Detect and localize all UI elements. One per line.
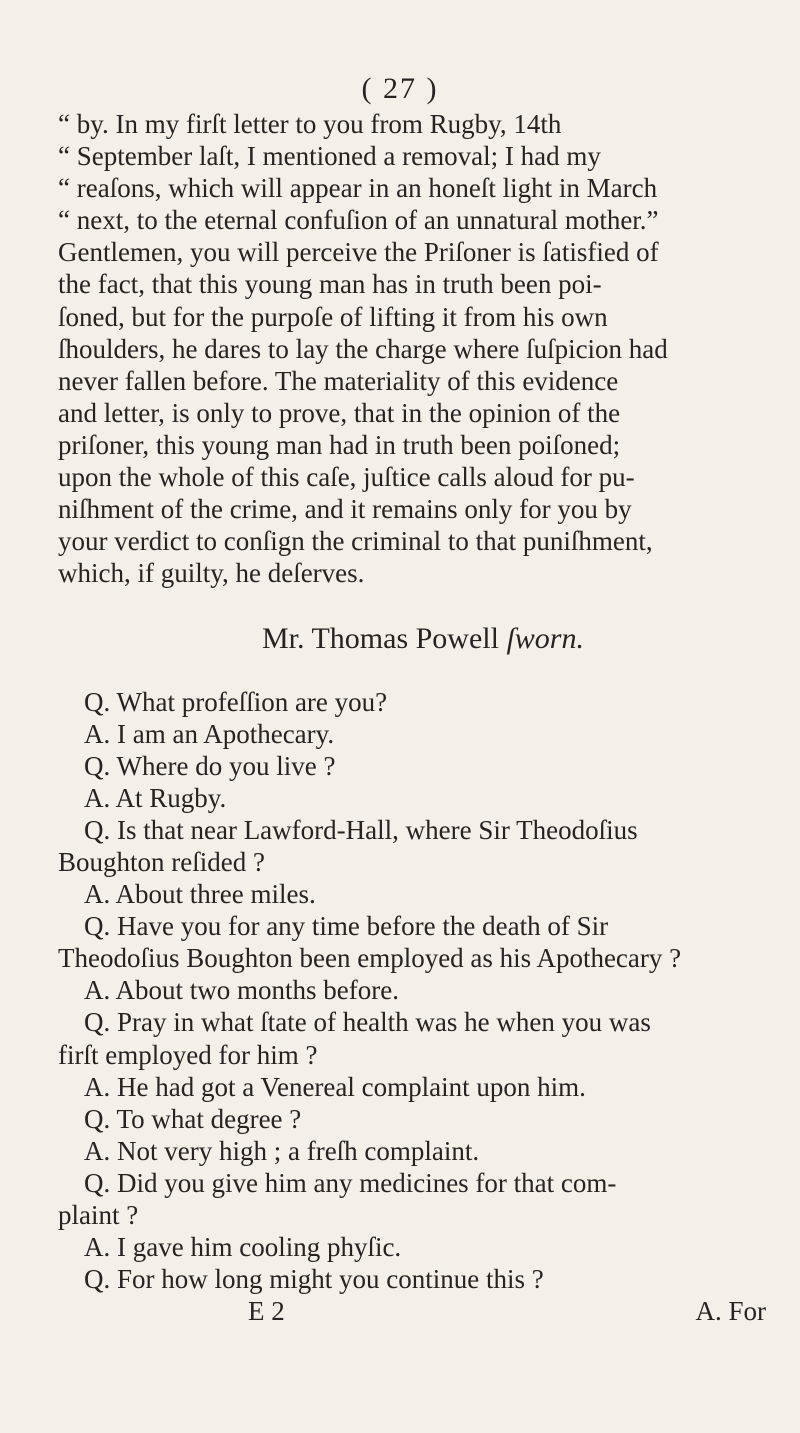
quoted-letter-line: “ by. In my firſt letter to you from Rugby, 14th (58, 109, 562, 139)
catchword: A. For (695, 1296, 766, 1327)
examination-line: Q. Have you for any time before the death of Sir (84, 911, 609, 942)
examination-line: firſt employed for him ? (58, 1039, 318, 1070)
examination-line: A. At Rugby. (84, 782, 227, 813)
examination-line: A. I gave him cooling phyſic. (84, 1232, 402, 1263)
quoted-letter-line: “ reaſons, which will appear in an honeſt light in March (58, 173, 658, 204)
speech-line: Gentlemen, you will perceive the Priſoner is ſatisfied of (58, 237, 659, 268)
quoted-letter-line: “ September laſt, I mentioned a removal; I had my (58, 141, 601, 172)
page-body (58, 108, 788, 1327)
examination-line: Q. Did you give him any medicines for that com- (84, 1167, 617, 1198)
witness-name: Mr. Thomas Powell (262, 622, 499, 656)
examination-line: A. Not very high ; a freſh complaint. (84, 1135, 480, 1166)
speech-line: the fact, that this young man has in truth been poi- (58, 269, 602, 300)
examination-line: Q. To what degree ? (84, 1103, 302, 1134)
speech-line: niſhment of the crime, and it remains only for you by (58, 494, 632, 525)
speech-line: priſoner, this young man had in truth been poiſoned; (58, 429, 621, 460)
examination-line: plaint ? (58, 1200, 139, 1230)
speech-line: and letter, is only to prove, that in the opinion of the (58, 397, 621, 428)
examination-line: A. About two months before. (84, 975, 399, 1006)
examination-line: Boughton reſided ? (58, 846, 265, 877)
signature-mark: E 2 (248, 1296, 285, 1327)
examination-line: Q. Is that near Lawford-Hall, where Sir Theodoſius (84, 814, 638, 845)
witness-heading (58, 623, 788, 655)
page-footer (58, 1295, 788, 1327)
examination-line: A. He had got a Venereal complaint upon him. (84, 1071, 586, 1102)
speech-line: ſoned, but for the purpoſe of lifting it from his own (58, 301, 608, 332)
speech-line: ſhoulders, he dares to lay the charge where ſuſpicion had (58, 333, 668, 364)
speech-line: your verdict to conſign the criminal to that puniſhment, (58, 526, 653, 557)
speech-line: which, if guilty, he deſerves. (58, 558, 365, 589)
speech-line: never fallen before. The materiality of this evidence (58, 365, 619, 396)
examination-line: Q. For how long might you continue this ? (84, 1264, 544, 1295)
witness-sworn: ſworn. (506, 622, 584, 656)
examination-line: Q. What profeſſion are you? (84, 686, 388, 717)
examination-line: Q. Where do you live ? (84, 750, 336, 781)
examination-line: Theodoſius Boughton been employed as his Apothecary ? (58, 943, 682, 974)
examination-line: A. About three miles. (84, 879, 316, 910)
page-number: ( 27 ) (361, 72, 439, 105)
examination-line: Q. Pray in what ſtate of health was he when you was (84, 1007, 651, 1038)
quoted-letter-line: “ next, to the eternal confuſion of an unnatural mother.” (58, 205, 659, 236)
examination-line: A. I am an Apothecary. (84, 718, 335, 749)
speech-line: upon the whole of this caſe, juſtice calls aloud for pu- (58, 462, 635, 493)
